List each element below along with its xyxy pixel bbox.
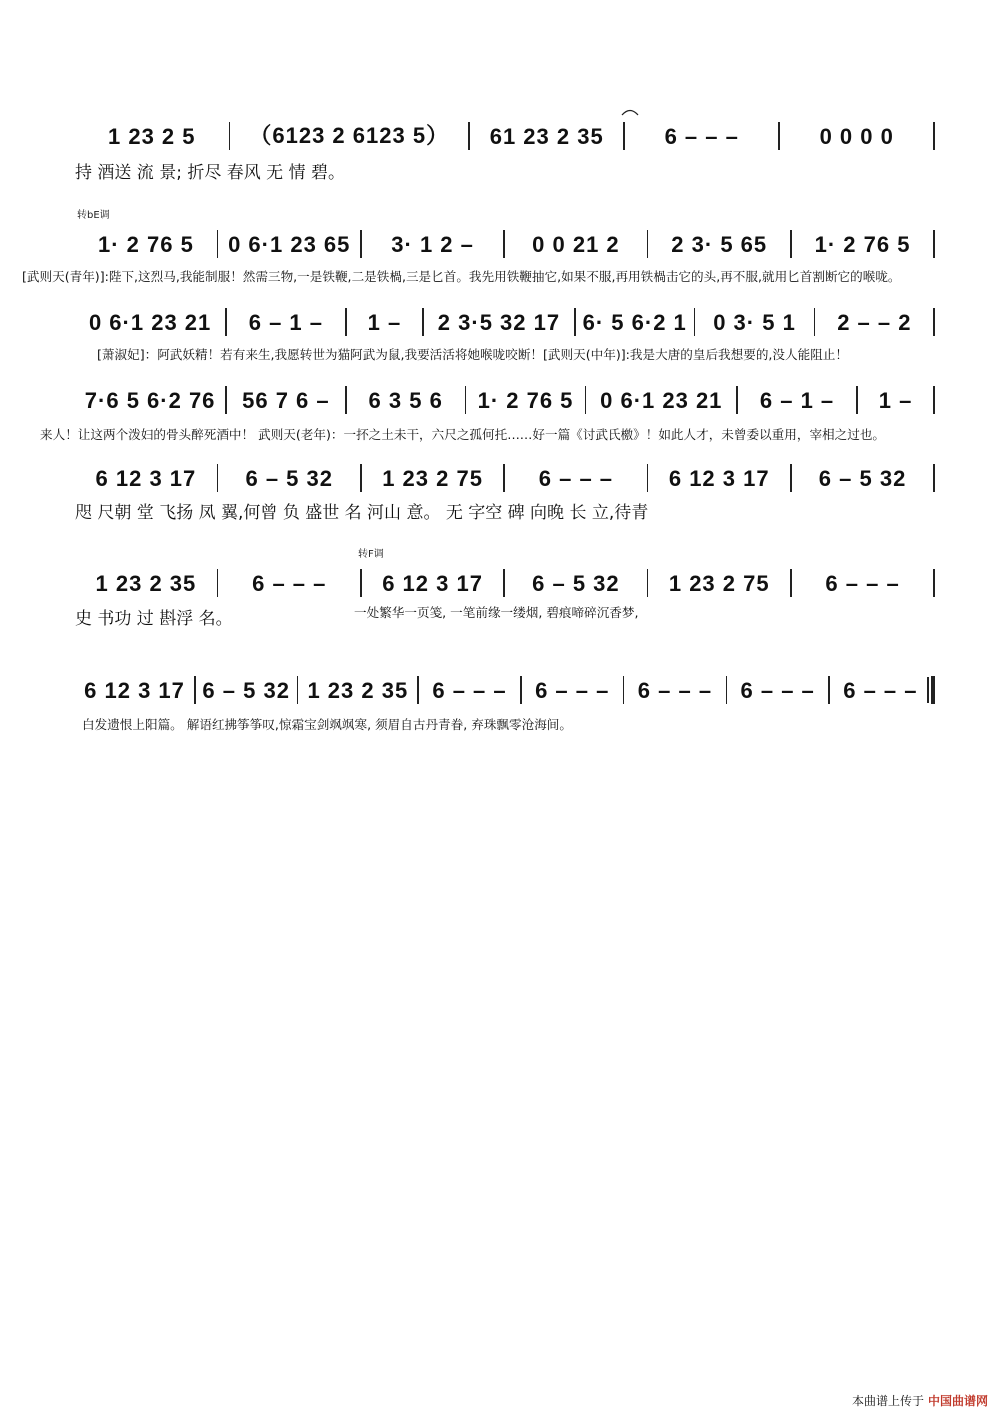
notes: 6 – 5 32	[245, 466, 333, 491]
measure	[727, 678, 828, 704]
notes: 56 7 6 –	[242, 388, 330, 413]
lyric-line-6b: 一处繁华一页笺, 一笔前缘一缕烟, 碧痕啼碎沉香梦,	[354, 605, 639, 620]
lyric-line-1: 持 酒送 流 景; 折尽 春风 无 情 碧。	[75, 163, 345, 183]
measure	[648, 232, 790, 258]
measure	[522, 678, 623, 704]
notes: 0 0 0 0	[819, 124, 894, 149]
notes: 6 12 3 17	[668, 466, 770, 491]
measure	[75, 678, 194, 704]
measure	[625, 124, 779, 150]
notes: 61 23 2 35	[489, 124, 604, 149]
measure	[362, 466, 504, 492]
notes: 6 – – –	[538, 466, 614, 491]
footer-text: 本曲谱上传于	[851, 1394, 924, 1408]
notes: 1· 2 76 5	[97, 232, 194, 257]
notation-line-2	[75, 218, 935, 258]
notes: 6 12 3 17	[95, 466, 197, 491]
measure	[792, 232, 934, 258]
dialogue-line-4: 来人！让这两个泼妇的骨头醉死酒中！ 武则天(老年)：一抔之土未干，六尺之孤何托……好一篇《讨武氏檄》！如此人才，未曾委以重用，宰相之过也。	[40, 427, 886, 442]
measure	[648, 466, 790, 492]
notes: 6· 5 6·2 1	[582, 310, 687, 335]
key-change-mark: 转F调	[358, 549, 384, 560]
notes: 1· 2 76 5	[477, 388, 574, 413]
dialogue-line-2: [武则天(青年)]:陛下,这烈马,我能制服！然需三物,一是铁鞭,二是铁楇,三是匕首。我先用铁鞭抽它,如果不服,再用铁楇击它的头,再不服,就用匕首割断它的喉咙。	[22, 269, 901, 284]
notation-line-3	[75, 296, 935, 336]
measure	[505, 466, 647, 492]
notes: 6 – – –	[535, 678, 610, 703]
notes: 6 – 5 32	[202, 678, 290, 703]
notes: 1 23 2 35	[307, 678, 409, 703]
measure	[586, 388, 736, 414]
notes: 2 3· 5 65	[671, 232, 768, 257]
barline	[933, 230, 935, 258]
notation-line-4	[75, 374, 935, 414]
measure	[830, 678, 931, 704]
notes: 6 – – –	[252, 571, 327, 596]
notes: 6 – – –	[740, 678, 815, 703]
lyric-line-6: 史 书功 过 斟浮 名。	[75, 609, 233, 629]
notes: 2 – – 2	[837, 310, 912, 335]
measure	[648, 571, 790, 597]
measure	[505, 232, 647, 258]
measure	[466, 388, 584, 414]
notes: 1 –	[878, 388, 913, 413]
notes: 6 12 3 17	[84, 678, 185, 703]
notes: 6 – – –	[825, 571, 900, 596]
notes: 3· 1 2 –	[391, 232, 474, 257]
notes: 6 – – –	[664, 124, 739, 149]
measure	[419, 678, 520, 704]
measure	[780, 124, 934, 150]
notation-line-5	[75, 452, 935, 492]
notes: 6 – – –	[432, 678, 507, 703]
measure	[858, 388, 934, 414]
notation-line-7	[75, 664, 935, 704]
notes: 6 – – –	[843, 678, 918, 703]
notation-line-6	[75, 557, 935, 597]
measure	[792, 466, 934, 492]
final-barline	[931, 676, 935, 704]
notes: 7·6 5 6·2 76	[84, 388, 216, 413]
notes: 6 – 5 32	[532, 571, 620, 596]
notes: 6 – 5 32	[818, 466, 907, 491]
measure	[227, 310, 345, 336]
measure	[196, 678, 297, 704]
measure	[347, 388, 465, 414]
measure	[792, 571, 934, 597]
measure	[230, 119, 468, 150]
notes: 1 23 2 75	[668, 571, 770, 596]
notes: 6 – 1 –	[248, 310, 324, 335]
notes: 0 6·1 23 21	[88, 310, 212, 335]
measure	[75, 571, 217, 597]
key-change-mark: 转bE调	[77, 210, 110, 221]
measure	[75, 466, 217, 492]
lyric-line-5: 咫 尺朝 堂 飞扬 凤 翼,何曾 负 盛世 名 河山 意。 无 字空 碑 向晚 长 立,待青	[75, 503, 649, 523]
notes: 6 – – –	[637, 678, 713, 703]
barline	[933, 122, 935, 150]
measure	[362, 232, 504, 258]
measure	[227, 388, 345, 414]
measure	[424, 310, 574, 336]
notes: （6123 2 6123 5）	[249, 123, 450, 148]
notes: 0 6·1 23 65	[228, 232, 351, 257]
notes: 2 3·5 32 17	[437, 310, 561, 335]
footer	[852, 1392, 988, 1409]
notes: 6 3 5 6	[368, 388, 443, 413]
measure	[75, 232, 217, 258]
measure	[75, 310, 225, 336]
measure	[470, 124, 624, 150]
measure	[218, 571, 360, 597]
measure	[624, 678, 725, 704]
notes: 0 0 21 2	[532, 232, 620, 257]
lyric-line-7: 白发遗恨上阳篇。 解语红拂筝筝叹,惊霜宝剑飒飒寒, 须眉自古丹青眷, 弃珠飘零沧海间。	[82, 717, 572, 732]
notes: 1 –	[367, 310, 402, 335]
slur-icon	[621, 106, 639, 116]
measure	[218, 466, 360, 492]
site-logo[interactable]: 中国曲谱网	[927, 1394, 988, 1408]
notes: 0 3· 5 1	[713, 310, 796, 335]
notation-line-1	[75, 110, 935, 150]
notes: 1 23 2 5	[108, 124, 196, 149]
barline	[933, 464, 935, 492]
dialogue-line-3: [萧淑妃]：阿武妖精！若有来生,我愿转世为猫阿武为鼠,我要活活将她喉咙咬断！[武则天(中年)]:我是大唐的皇后我想要的,没人能阻止！	[97, 347, 848, 362]
measure	[576, 310, 694, 336]
measure	[218, 232, 360, 258]
measure	[505, 571, 647, 597]
barline	[933, 569, 935, 597]
notes: 6 – 1 –	[759, 388, 835, 413]
measure	[738, 388, 856, 414]
notes: 1 23 2 35	[95, 571, 197, 596]
notes: 6 12 3 17	[382, 571, 483, 596]
notes: 0 6·1 23 21	[600, 388, 723, 413]
measure	[362, 571, 504, 597]
measure	[75, 388, 225, 414]
notes: 1· 2 76 5	[814, 232, 911, 257]
measure	[75, 124, 229, 150]
barline	[933, 386, 935, 414]
measure	[298, 678, 417, 704]
notes: 1 23 2 75	[382, 466, 483, 491]
measure	[815, 310, 933, 336]
barline	[933, 308, 935, 336]
measure	[347, 310, 423, 336]
measure	[695, 310, 813, 336]
